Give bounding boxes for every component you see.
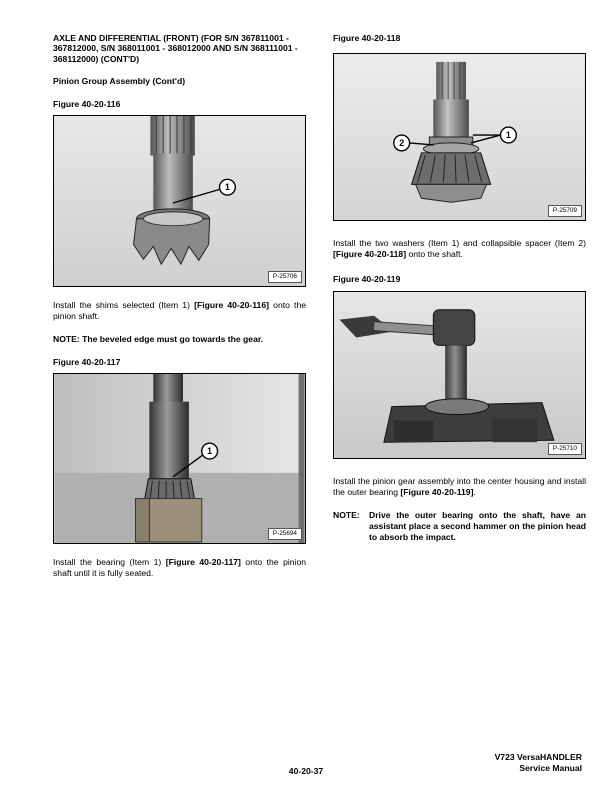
- right-column: [333, 33, 586, 543]
- paragraph-install-bearing: Install the bearing (Item 1) [Figure 40-20-117] onto the pinion shaft until it is fully seated.: [53, 557, 307, 579]
- bearing-install-illustration: [54, 374, 305, 543]
- section-subheading: Pinion Group Assembly (Cont'd): [53, 76, 186, 87]
- figure-117-callout: 1: [207, 446, 213, 457]
- paragraph-install-shims: Install the shims selected (Item 1) [Figure 40-20-116] onto the pinion shaft.: [53, 300, 307, 322]
- footer-product: V723 VersaHANDLER: [494, 752, 582, 762]
- note-beveled-edge: NOTE: The beveled edge must go towards the gear.: [53, 334, 264, 345]
- figure-118-label: Figure 40-20-118: [333, 33, 401, 43]
- paragraph-install-washers: Install the two washers (Item 1) and collapsible spacer (Item 2) [Figure 40-20-118] onto the shaft.: [333, 238, 586, 260]
- figure-119-photo: [333, 291, 586, 459]
- left-column: [53, 33, 306, 579]
- note-drive-outer-bearing: [333, 510, 586, 543]
- figure-reference: [Figure 40-20-117]: [165, 557, 241, 568]
- pinion-shaft-shims-illustration: [54, 116, 305, 286]
- washers-spacer-illustration: [334, 54, 585, 220]
- figure-116-label: Figure 40-20-116: [53, 98, 121, 109]
- figure-118-callout-1: 1: [505, 130, 511, 141]
- figure-116-callout: 1: [224, 182, 230, 193]
- figure-119-code: P-25710: [548, 443, 582, 455]
- figure-reference: [Figure 40-20-119]: [400, 486, 474, 497]
- footer-manual: Service Manual: [519, 763, 582, 773]
- figure-118-code: P-25709: [548, 205, 582, 217]
- note-label: NOTE:: [333, 509, 360, 520]
- figure-reference: [Figure 40-20-116]: [194, 300, 269, 311]
- section-heading: AXLE AND DIFFERENTIAL (FRONT) (FOR S/N 367811001 - 367812000, S/N 368011001 - 368012000 AND S/N 368111001 - 368112000) (CONT'D): [53, 33, 298, 64]
- figure-117-code: P-25694: [268, 528, 302, 540]
- note-text: Drive the outer bearing onto the shaft, have an assistant place a second hammer on the pinion head to absorb the impact.: [369, 509, 586, 542]
- hammer-bearing-illustration: [334, 292, 585, 458]
- figure-117-photo: [53, 373, 306, 544]
- figure-116-photo: [53, 115, 306, 287]
- figure-reference: [Figure 40-20-118]: [333, 249, 407, 260]
- paragraph-install-pinion-gear: Install the pinion gear assembly into the center housing and install the outer bearing [Figure 40-20-119].: [333, 475, 586, 497]
- figure-118-callout-2: 2: [399, 138, 405, 149]
- figure-117-label: Figure 40-20-117: [53, 357, 121, 368]
- figure-116-code: P-25706: [268, 271, 302, 283]
- page-number: 40-20-37: [288, 766, 324, 776]
- figure-119-label: Figure 40-20-119: [333, 274, 401, 285]
- figure-118-photo: [333, 53, 586, 221]
- footer-manual-title: [495, 752, 582, 774]
